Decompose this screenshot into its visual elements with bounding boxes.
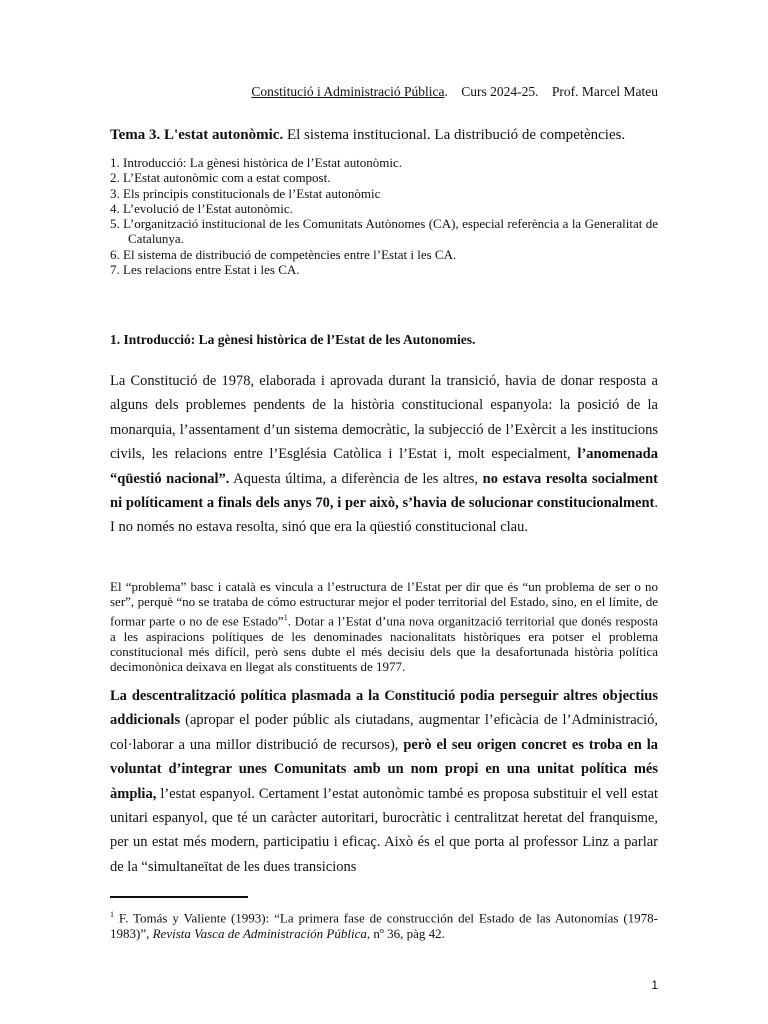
- bold-run: l’anomenada “qüestió nacional”.: [110, 446, 658, 487]
- toc-item: 4. L’evolució de l’Estat autonòmic.: [110, 200, 293, 216]
- header-professor: Prof. Marcel Mateu: [551, 84, 658, 99]
- text-run: Aquesta última, a diferència de les altres,: [229, 470, 483, 487]
- text-run: . I no només no estava resolta, sinó que era la qüestió constitucional clau.: [110, 495, 658, 536]
- paragraph-3: [110, 684, 658, 879]
- text-run: . Dotar a l’Estat d’una nova organització territorial que donés resposta a les aspiracions polítiques de les denominades nacionalitats històriques era potser el problema constitucional més difícil, però sens dubte el més decisiu dels que la desafortunada història política decimonònica deixava en llegat als constituents de 1977.: [110, 613, 659, 675]
- footnote: [110, 907, 658, 941]
- bold-run: no estava resolta socialment ni políticament a finals dels anys 70, i per això, s’havia de solucionar constitucionalment: [110, 470, 659, 512]
- header-year: Curs 2024-25.: [461, 84, 539, 99]
- page-number: 1: [651, 978, 658, 992]
- header-dot: .: [444, 84, 448, 99]
- title-bold: Tema 3. L'estat autonòmic.: [110, 127, 284, 143]
- bold-run: La descentralització política plasmada a la Constitució podia perseguir altres objectius addicionals: [110, 688, 658, 729]
- title-rest: El sistema institucional. La distribució de competències.: [283, 127, 626, 143]
- footnote-ref[interactable]: 1: [283, 612, 288, 622]
- toc-item: 7. Les relacions entre Estat i les CA.: [110, 262, 300, 278]
- text-run: , nº 36, pàg 42.: [366, 925, 445, 941]
- toc-item: 5. L’organització institucional de les Comunitats Autònomes (CA), especial referència a la Generalitat de Catalunya.: [110, 216, 658, 247]
- paragraph-2: [110, 579, 658, 675]
- toc-item: 1. Introducció: La gènesi històrica de l’Estat autonòmic.: [110, 155, 403, 170]
- page-header: [251, 84, 658, 100]
- table-of-contents: [110, 155, 658, 277]
- text-run: El “problema” basc i català es vincula a l’estructura de l’Estat per dir que és “un problema de ser o no ser”, perquè “no se trataba de cómo estructurar mejor el poder territorial del Estado, sino, en el límite, de formar parte o no de ese Estado”: [110, 579, 658, 629]
- footnote-journal: Revista Vasca de Administración Pública: [152, 925, 367, 941]
- text-run: La Constitució de 1978, elaborada i aprovada durant la transició, havia de donar resposta a alguns dels problemes pendents de la història constitucional espanyola: la posició de la monarquia, l’assentament d’un sistema democràtic, la subjecció de l’Exèrcit a les institucions civils, les relacions entre l’Església Catòlica i l’Estat i, molt especialment,: [110, 373, 658, 463]
- document-title: [110, 127, 658, 144]
- text-run: (apropar el poder públic als ciutadans, augmentar l’eficàcia de l’Administració, col·laborar a una millor distribució de recursos),: [110, 712, 658, 753]
- toc-item: 2. L’Estat autonòmic com a estat compost.: [110, 170, 331, 186]
- header-course: Constitució i Administració Pública: [251, 84, 445, 99]
- bold-run: però el seu origen concret es troba en la voluntat d’integrar unes Comunitats amb un nom propi en una unitat política més àmplia,: [110, 736, 659, 802]
- section-heading: 1. Introducció: La gènesi històrica de l’Estat de les Autonomies.: [110, 332, 476, 347]
- toc-item: 3. Els principis constitucionals de l’Estat autonòmic: [110, 185, 381, 201]
- footnote-separator: [110, 896, 248, 898]
- footnote-number: 1: [110, 910, 114, 919]
- text-run: l’estat espanyol. Certament l’estat autonòmic també es proposa substituir el vell estat unitari espanyol, que té un caràcter autoritari, burocràtic i centralitzat heretat del franquisme, per un estat més modern, participatiu i eficaç. Això és el que porta al professor Linz a parlar de la “simultaneïtat de les dues transicions: [110, 785, 658, 875]
- toc-item: 6. El sistema de distribució de competències entre l’Estat i les CA.: [110, 246, 457, 262]
- text-run: F. Tomás y Valiente (1993): “La primera fase de construcción del Estado de las Autonomías (1978-1983)”,: [110, 910, 658, 941]
- paragraph-1: [110, 369, 658, 540]
